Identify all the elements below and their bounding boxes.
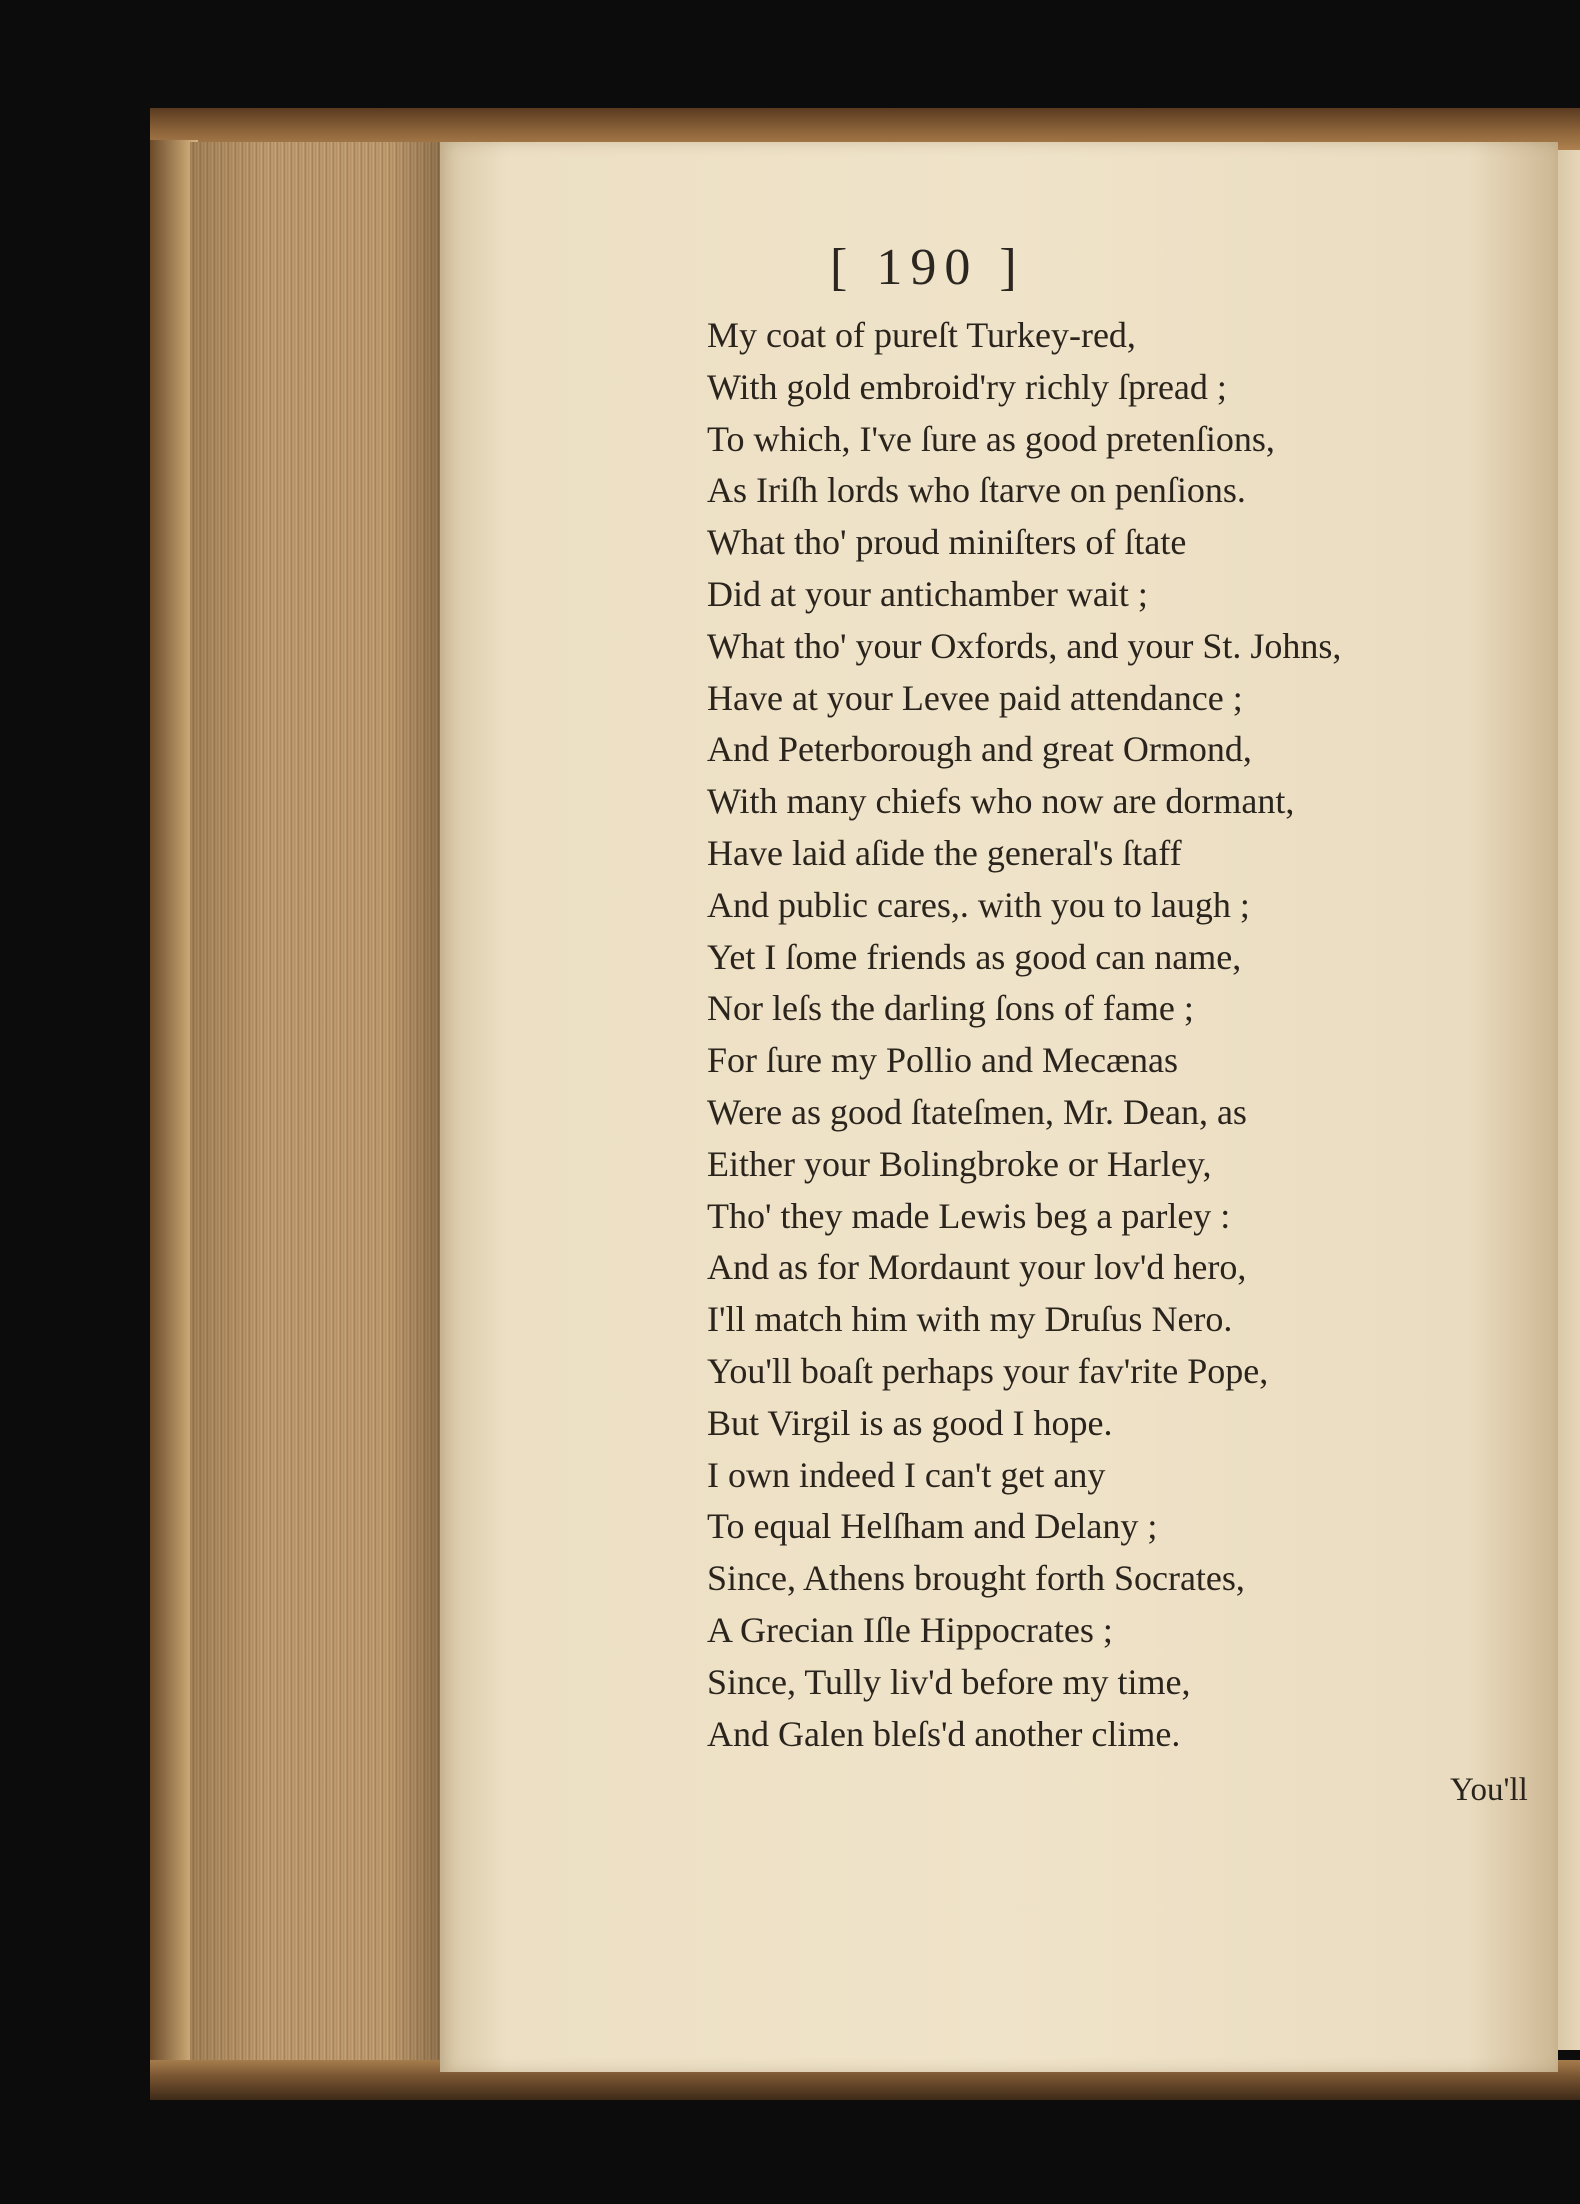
page-number-header: [ 190 ] — [830, 239, 1025, 296]
poem-line: Have at your Levee paid attendance ; — [707, 677, 1243, 718]
page-block-shading — [190, 142, 440, 2072]
poem-line: Nor leſs the darling ſons of fame ; — [707, 988, 1194, 1029]
poem-line: To equal Helſham and Delany ; — [707, 1506, 1158, 1547]
poem-line: You'll boaſt perhaps your fav'rite Pope, — [707, 1350, 1269, 1391]
poem-line: And as for Mordaunt your lov'd hero, — [707, 1247, 1247, 1288]
poem-line: Have laid aſide the general's ſtaff — [707, 832, 1182, 873]
poem-line: Since, Athens brought forth Socrates, — [707, 1558, 1245, 1599]
poem-line: Yet I ſome friends as good can name, — [707, 936, 1242, 977]
poem-line: But Virgil is as good I hope. — [707, 1402, 1113, 1443]
poem-line: And Galen bleſs'd another clime. — [707, 1713, 1181, 1754]
poem-line: To which, I've ſure as good pretenſions, — [707, 418, 1275, 459]
poem-line: Tho' they made Lewis beg a parley : — [707, 1195, 1231, 1236]
poem-line: With gold embroid'ry richly ſpread ; — [707, 366, 1227, 407]
poem-line: Were as good ſtateſmen, Mr. Dean, as — [707, 1091, 1247, 1132]
poem-line: For ſure my Pollio and Mecænas — [707, 1040, 1178, 1081]
poem-line: My coat of pureſt Turkey-red, — [707, 315, 1136, 355]
poem-line: Did at your antichamber wait ; — [707, 573, 1148, 614]
poem-text — [707, 310, 1467, 1760]
poem-line: A Grecian Iſle Hippocrates ; — [707, 1609, 1113, 1650]
poem-line: With many chiefs who now are dormant, — [707, 781, 1295, 822]
poem-line: And Peterborough and great Ormond, — [707, 729, 1252, 770]
poem-line: What tho' proud miniſters of ſtate — [707, 522, 1187, 563]
poem-line: And public cares,. with you to laugh ; — [707, 884, 1250, 925]
poem-line: Since, Tully liv'd before my time, — [707, 1661, 1191, 1702]
poem-line: What tho' your Oxfords, and your St. Johns, — [707, 625, 1342, 666]
poem-line: Either your Bolingbroke or Harley, — [707, 1143, 1212, 1184]
catchword: You'll — [1450, 1772, 1528, 1808]
poem-line: As Iriſh lords who ſtarve on penſions. — [707, 470, 1246, 511]
poem-line: I own indeed I can't get any — [707, 1454, 1106, 1495]
poem-line: I'll match him with my Druſus Nero. — [707, 1299, 1233, 1340]
